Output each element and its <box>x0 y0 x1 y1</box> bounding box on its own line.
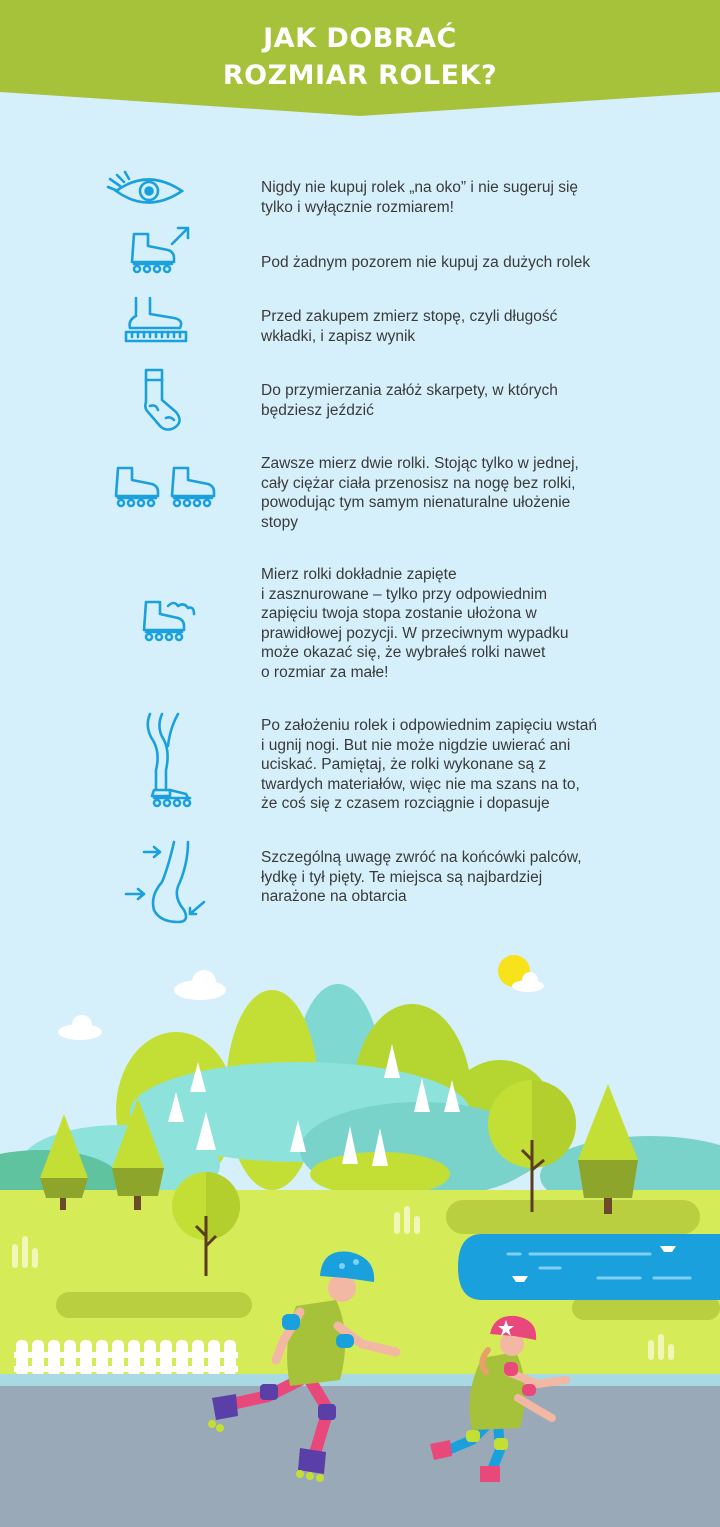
skate-arrow-icon <box>128 224 194 276</box>
tip-text-1: Nigdy nie kupuj rolek „na oko” i nie sugeruj się tylko i wyłącznie rozmiarem! <box>261 179 579 216</box>
tip-text-5: Zawsze mierz dwie rolki. Stojąc tylko w jednej, cały ciężar ciała przenosisz na nogę bez rolki, powodując tym samym nienaturalne ułożenie stopy <box>261 455 579 531</box>
foot-pressure-icon <box>122 838 208 926</box>
tip-text-4: Do przymierzania załóż skarpety, w których będziesz jeździć <box>261 382 558 419</box>
eye-icon <box>106 170 188 212</box>
page-title <box>0 20 720 94</box>
title-line-1: JAK DOBRAĆ <box>263 23 457 54</box>
tip-text-6: Mierz rolki dokładnie zapięte i zasznurowane – tylko przy odpowiednim zapięciu twoja stopa zostanie ułożona w prawidłowej pozycji. W przeciwnym wypadku może okazać się, że wybrałeś rolki nawet o rozmiar za małe! <box>261 566 569 681</box>
tip-text-2: Pod żadnym pozorem nie kupuj za dużych rolek <box>261 254 591 271</box>
sock-icon <box>140 366 186 434</box>
title-line-2: ROZMIAR ROLEK? <box>222 60 498 91</box>
tip-text-8: Szczególną uwagę zwróć na końcówki palców, łydkę i tył pięty. Te miejsca są najbardziej narażone na obtarcia <box>261 849 582 905</box>
foot-ruler-icon <box>122 294 190 346</box>
tip-text-3: Przed zakupem zmierz stopę, czyli długość wkładki, i zapisz wynik <box>261 308 558 345</box>
two-skates-icon <box>112 462 224 510</box>
tip-text-7: Po założeniu rolek i odpowiednim zapięciu wstań i ugnij nogi. But nie może nigdzie uwierać ani uciskać. Pamiętaj, że rolki wykonane są z twardych materiałów, więc nie ma szans na to, że coś się z czasem rozciągnie i dopasuje <box>261 717 598 812</box>
legs-skates-icon <box>140 710 200 810</box>
park-illustration <box>0 940 720 1527</box>
skate-laces-icon <box>140 598 200 644</box>
